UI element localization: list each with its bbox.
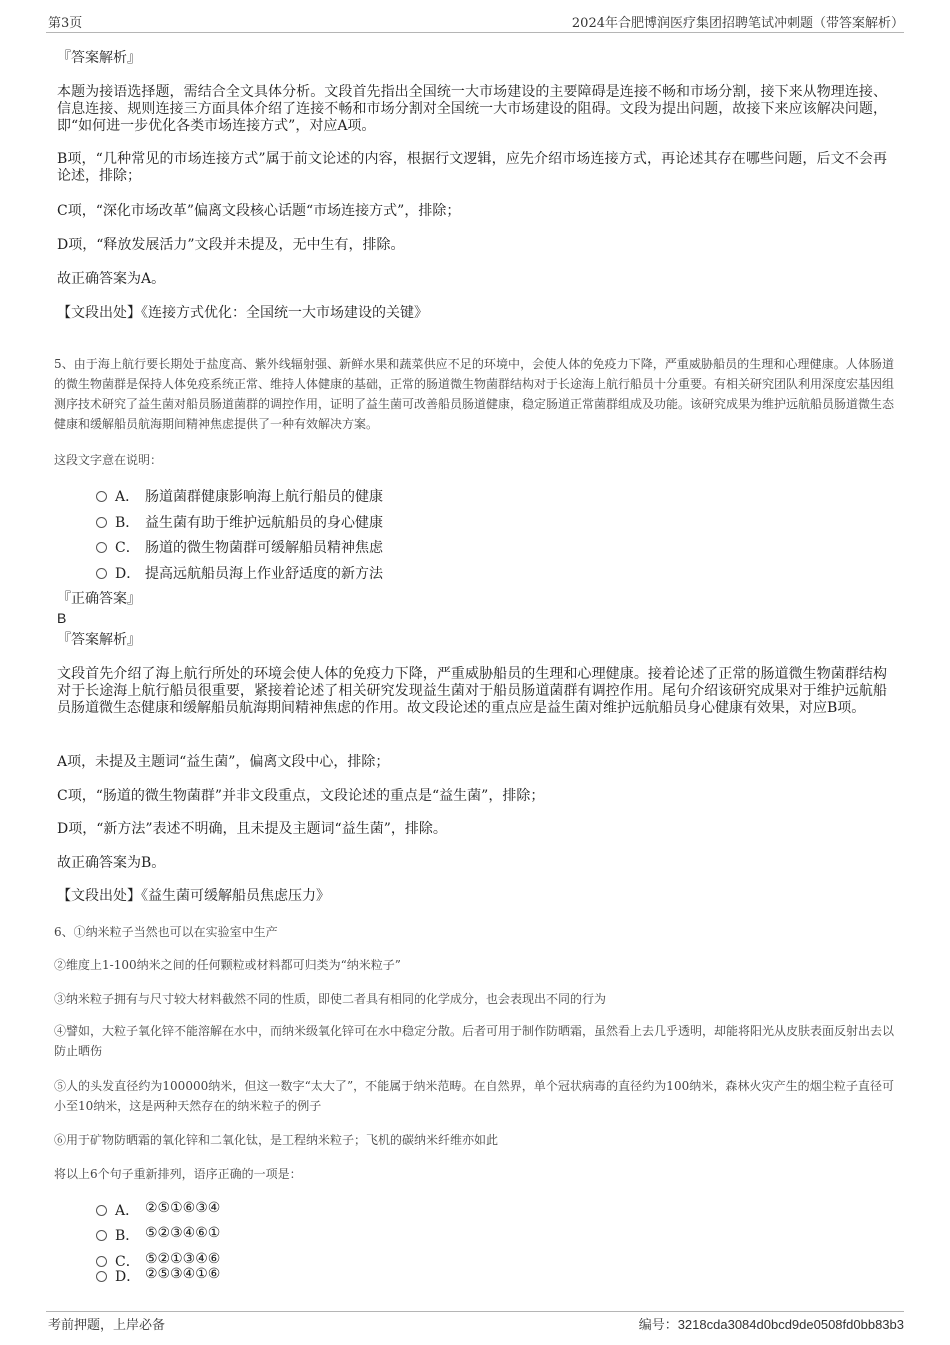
option-letter: B． bbox=[115, 1228, 140, 1244]
q4-option-d-analysis: D项，“释放发展活力”文段并未提及，无中生有，排除。 bbox=[57, 237, 405, 253]
option-text: ⑤②③④⑥① bbox=[145, 1225, 221, 1241]
q6-sentence-6: ⑥用于矿物防晒霜的氧化锌和二氧化钛，是工程纳米粒子；飞机的碳纳米纤维亦如此 bbox=[54, 1133, 499, 1147]
option-letter: A． bbox=[115, 489, 140, 505]
q5-analysis-paragraph: 文段首先介绍了海上航行所处的环境会使人体的免疫力下降，严重威胁船员的生理和心理健康。接着论述了正常的肠道微生物菌群结构对于长途海上航行船员很重要，紧接着论述了相关研究发现益生菌对于船员肠道菌群有调控作用。尾句介绍该研究成果对于维护远航船员肠道微生态健康和缓解船员航海期间精神焦虑的作用。故文段论述的重点应是益生菌对维护远航船员身心健康有效果，对应B项。 bbox=[57, 666, 887, 716]
document-title: 2024年合肥博润医疗集团招聘笔试冲刺题（带答案解析） bbox=[571, 16, 904, 31]
q4-option-b-analysis: B项，“几种常见的市场连接方式”属于前文论述的内容，根据行文逻辑，应先介绍市场连接方式，再论述其存在哪些问题，后文不会再论述，排除； bbox=[57, 151, 887, 184]
q6-sentence-3: ③纳米粒子拥有与尺寸较大材料截然不同的性质，即使二者具有相同的化学成分，也会表现出不同的行为 bbox=[54, 992, 607, 1006]
q6-question: 将以上6个句子重新排列，语序正确的一项是： bbox=[54, 1167, 302, 1181]
q5-conclusion: 故正确答案为B。 bbox=[57, 855, 166, 871]
q6-sentence-2: ②维度上1-100纳米之间的任何颗粒或材料都可归类为“纳米粒子” bbox=[54, 958, 401, 972]
radio-button-icon[interactable] bbox=[96, 1230, 107, 1241]
option-text: ②⑤①⑥③④ bbox=[145, 1200, 221, 1216]
q4-conclusion: 故正确答案为A。 bbox=[57, 271, 166, 287]
q5-answer-label: 『正确答案』 bbox=[57, 591, 141, 607]
radio-button-icon[interactable] bbox=[96, 517, 107, 528]
option-letter: D． bbox=[115, 1269, 141, 1285]
q5-option-c-analysis: C项，“肠道的微生物菌群”并非文段重点，文段论述的重点是“益生菌”，排除； bbox=[57, 788, 545, 804]
footer-slogan: 考前押题，上岸必备 bbox=[48, 1318, 166, 1333]
option-letter: C． bbox=[115, 1254, 140, 1270]
option-text: 提高远航船员海上作业舒适度的新方法 bbox=[145, 566, 383, 582]
q5-answer: B bbox=[57, 610, 67, 626]
q5-option-a-analysis: A项，未提及主题词“益生菌”，偏离文段中心，排除； bbox=[57, 754, 390, 770]
q6-sentence-5: ⑤人的头发直径约为100000纳米，但这一数字“太大了”，不能属于纳米范畴。在自然界，单个冠状病毒的直径约为100纳米，森林火灾产生的烟尘粒子直径可小至10纳米，这是两种天然存在的纳米粒子的例子 bbox=[54, 1079, 894, 1113]
q4-option-c-analysis: C项，“深化市场改革”偏离文段核心话题“市场连接方式”，排除； bbox=[57, 203, 461, 219]
option-text: ⑤②①③④⑥ bbox=[145, 1251, 221, 1267]
option-letter: C． bbox=[115, 540, 140, 556]
page-number: 第3页 bbox=[48, 16, 83, 31]
option-text: 肠道的微生物菌群可缓解船员精神焦虑 bbox=[145, 540, 383, 556]
option-text: 肠道菌群健康影响海上航行船员的健康 bbox=[145, 489, 383, 505]
option-letter: A． bbox=[115, 1203, 140, 1219]
option-letter: D． bbox=[115, 566, 141, 582]
q4-analysis-paragraph: 本题为接语选择题，需结合全文具体分析。文段首先指出全国统一大市场建设的主要障碍是连接不畅和市场分割，接下来从物理连接、信息连接、规则连接三方面具体介绍了连接不畅和市场分割对全国统一大市场建设的阻碍。文段为提出问题，故接下来应该解决问题，即“如何进一步优化各类市场连接方式”，对应A项。 bbox=[57, 84, 887, 134]
radio-button-icon[interactable] bbox=[96, 491, 107, 502]
option-text: ②⑤③④①⑥ bbox=[145, 1266, 221, 1282]
q5-stem: 5、由于海上航行要长期处于盐度高、紫外线辐射强、新鲜水果和蔬菜供应不足的环境中，会使人体的免疫力下降，严重威胁船员的生理和心理健康。人体肠道的微生物菌群是保持人体免疫系统正常、维持人体健康的基础，正常的肠道微生物菌群结构对于长途海上航行船员十分重要。有相关研究团队利用深度宏基因组测序技术研究了益生菌对船员肠道菌群的调控作用，证明了益生菌可改善船员肠道健康，稳定肠道正常菌群组成及功能。该研究成果为维护远航船员肠道微生态健康和缓解船员航海期间精神焦虑提供了一种有效解决方案。 bbox=[54, 357, 895, 431]
radio-button-icon[interactable] bbox=[96, 1256, 107, 1267]
q5-question: 这段文字意在说明： bbox=[54, 453, 163, 467]
document-id: 编号：3218cda3084d0bcd9de0508fd0bb83b3 bbox=[638, 1317, 904, 1332]
radio-button-icon[interactable] bbox=[96, 1271, 107, 1282]
q5-option-d-analysis: D项，“新方法”表述不明确，且未提及主题词“益生菌”，排除。 bbox=[57, 821, 447, 837]
radio-button-icon[interactable] bbox=[96, 568, 107, 579]
radio-button-icon[interactable] bbox=[96, 542, 107, 553]
q4-source: 【文段出处】《连接方式优化：全国统一大市场建设的关键》 bbox=[57, 305, 428, 321]
radio-button-icon[interactable] bbox=[96, 1205, 107, 1216]
q6-sentence-4: ④譬如，大粒子氧化锌不能溶解在水中，而纳米级氧化锌可在水中稳定分散。后者可用于制作防晒霜，虽然看上去几乎透明，却能将阳光从皮肤表面反射出去以防止晒伤 bbox=[54, 1024, 895, 1058]
q5-source: 【文段出处】《益生菌可缓解船员焦虑压力》 bbox=[57, 888, 330, 904]
q6-sentence-1: 6、①纳米粒子当然也可以在实验室中生产 bbox=[54, 925, 278, 939]
header-divider bbox=[46, 32, 904, 33]
q4-analysis-label: 『答案解析』 bbox=[57, 50, 141, 66]
footer-divider bbox=[46, 1311, 904, 1312]
q5-analysis-label: 『答案解析』 bbox=[57, 632, 141, 648]
option-letter: B． bbox=[115, 515, 140, 531]
option-text: 益生菌有助于维护远航船员的身心健康 bbox=[145, 515, 383, 531]
